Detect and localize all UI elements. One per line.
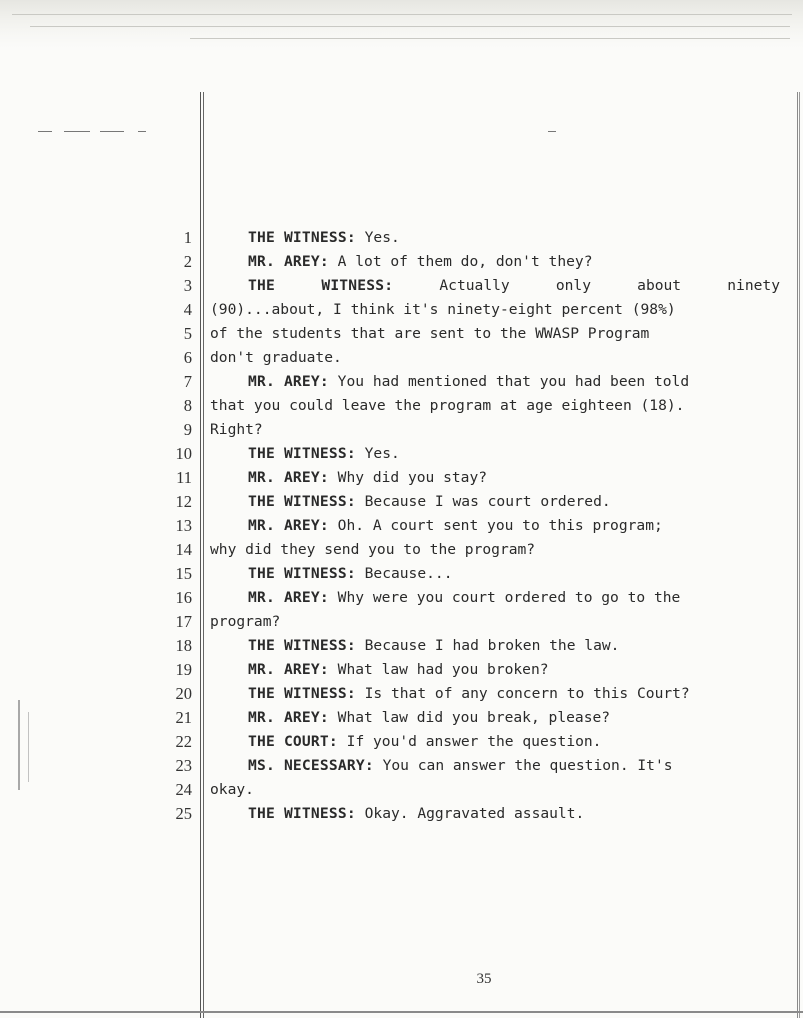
transcript-line <box>210 322 780 346</box>
line-number: 4 <box>183 300 192 319</box>
speaker-label: MR. AREY: <box>248 253 329 270</box>
line-text: Oh. A court sent you to this program; <box>328 517 663 534</box>
line-text: Why did you stay? <box>328 469 488 486</box>
line-text: don't graduate. <box>210 349 342 366</box>
speaker-label: MR. AREY: <box>248 373 329 390</box>
scan-header-noise <box>0 0 803 48</box>
line-text: (90)...about, I think it's ninety-eight percent (98%) <box>210 301 676 318</box>
transcript-line <box>210 634 780 658</box>
transcript-line <box>210 370 780 394</box>
transcript-line <box>210 298 780 322</box>
speaker-label: MS. NECESSARY: <box>248 757 374 774</box>
transcript-line <box>210 226 780 250</box>
page-number: 35 <box>476 971 492 987</box>
transcript-line <box>210 586 780 610</box>
line-text: program? <box>210 613 281 630</box>
transcript-line <box>210 610 780 634</box>
line-text: Why were you court ordered to go to the <box>328 589 681 606</box>
line-number: 6 <box>183 348 192 367</box>
scan-artifact-line <box>12 14 792 15</box>
transcript-line <box>210 682 780 706</box>
speaker-label: THE WITNESS: <box>248 493 356 510</box>
line-number: 18 <box>175 636 192 655</box>
line-number: 11 <box>176 468 192 487</box>
transcript-line <box>210 418 780 442</box>
transcript-line <box>210 250 780 274</box>
speaker-label: MR. AREY: <box>248 709 329 726</box>
transcript-line <box>210 466 780 490</box>
line-number: 17 <box>175 612 192 631</box>
line-number: 20 <box>175 684 192 703</box>
line-number: 19 <box>175 660 192 679</box>
transcript-text <box>210 226 780 826</box>
line-number: 5 <box>183 324 192 343</box>
transcript-line <box>210 562 780 586</box>
line-text: If you'd answer the question. <box>337 733 602 750</box>
speaker-label: THE WITNESS: <box>248 685 356 702</box>
line-text: A lot of them do, don't they? <box>328 253 593 270</box>
scan-artifact-line <box>190 38 790 39</box>
speaker-label: THE WITNESS: <box>248 445 356 462</box>
speaker-label: MR. AREY: <box>248 589 329 606</box>
scan-margin-mark <box>28 712 29 782</box>
speaker-label: MR. AREY: <box>248 517 329 534</box>
line-text: of the students that are sent to the WWASP Program <box>210 325 650 342</box>
line-number: 15 <box>175 564 192 583</box>
line-text: Yes. <box>355 445 400 462</box>
line-number: 21 <box>175 708 192 727</box>
margin-dash <box>38 131 52 132</box>
transcript-line <box>210 346 780 370</box>
left-margin-rule <box>200 92 204 1018</box>
line-text: What law had you broken? <box>328 661 549 678</box>
line-text: Actually only about ninety <box>393 277 780 294</box>
line-text: Because I had broken the law. <box>355 637 620 654</box>
speaker-label: THE WITNESS: <box>248 277 394 294</box>
margin-dash <box>64 131 90 132</box>
transcript-line <box>210 658 780 682</box>
margin-dash <box>138 131 146 132</box>
margin-dash <box>100 131 124 132</box>
transcript-line <box>210 442 780 466</box>
margin-dash <box>548 131 556 132</box>
line-text: Yes. <box>355 229 400 246</box>
speaker-label: THE WITNESS: <box>248 565 356 582</box>
line-number: 7 <box>183 372 192 391</box>
line-number: 3 <box>183 276 192 295</box>
transcript-line <box>210 706 780 730</box>
transcript-line <box>210 514 780 538</box>
line-number: 8 <box>183 396 192 415</box>
line-number: 12 <box>175 492 192 511</box>
speaker-label: MR. AREY: <box>248 469 329 486</box>
transcript-line <box>210 778 780 802</box>
line-text: You can answer the question. It's <box>373 757 673 774</box>
line-text: You had mentioned that you had been told <box>328 373 690 390</box>
right-margin-rule <box>797 92 800 1018</box>
line-number: 9 <box>183 420 192 439</box>
transcript-line <box>210 802 780 826</box>
transcript-line <box>210 754 780 778</box>
line-text: Because... <box>355 565 453 582</box>
line-number: 23 <box>175 756 192 775</box>
line-number: 10 <box>175 444 192 463</box>
line-text: Okay. Aggravated assault. <box>355 805 585 822</box>
bottom-edge-rule <box>0 1011 803 1013</box>
transcript-line <box>210 730 780 754</box>
line-number: 1 <box>183 228 192 247</box>
speaker-label: THE WITNESS: <box>248 637 356 654</box>
transcript-line <box>210 538 780 562</box>
line-text: Is that of any concern to this Court? <box>355 685 690 702</box>
speaker-label: THE WITNESS: <box>248 805 356 822</box>
scan-artifact-line <box>30 26 790 27</box>
line-text: okay. <box>210 781 254 798</box>
line-number: 14 <box>175 540 192 559</box>
line-text: that you could leave the program at age eighteen (18). <box>210 397 685 414</box>
line-number: 2 <box>183 252 192 271</box>
line-number-column <box>150 226 192 826</box>
transcript-line <box>210 274 780 298</box>
speaker-label: THE WITNESS: <box>248 229 356 246</box>
scan-margin-mark <box>18 700 20 790</box>
line-number: 22 <box>175 732 192 751</box>
line-text: Right? <box>210 421 263 438</box>
line-text: why did they send you to the program? <box>210 541 536 558</box>
speaker-label: MR. AREY: <box>248 661 329 678</box>
line-text: What law did you break, please? <box>328 709 611 726</box>
line-number: 13 <box>175 516 192 535</box>
speaker-label: THE COURT: <box>248 733 338 750</box>
transcript-line <box>210 490 780 514</box>
transcript-line <box>210 394 780 418</box>
line-number: 25 <box>175 804 192 823</box>
line-number: 16 <box>175 588 192 607</box>
line-text: Because I was court ordered. <box>355 493 611 510</box>
line-number: 24 <box>175 780 192 799</box>
